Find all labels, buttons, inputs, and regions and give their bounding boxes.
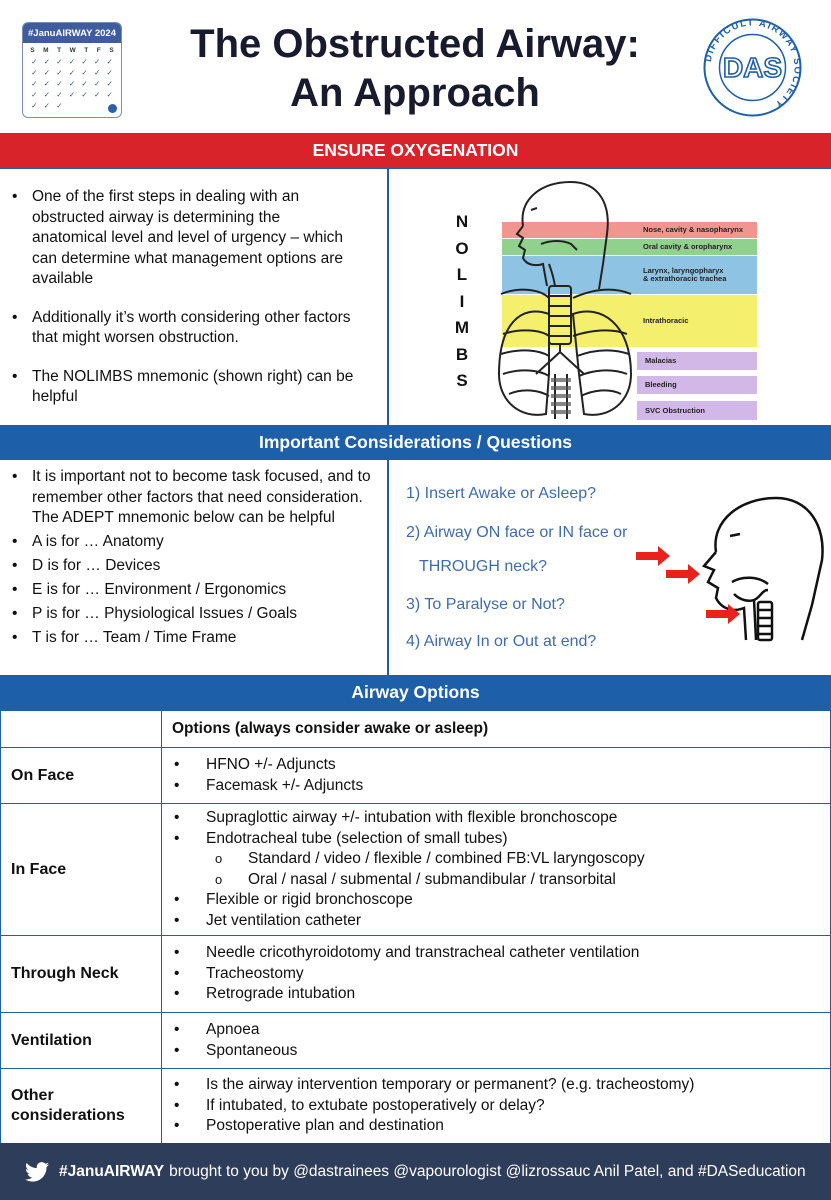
list-item: • Spontaneous [172,1041,822,1062]
row-label-ventilation: Ventilation [1,1013,162,1069]
question-2-continued: THROUGH neck? [419,558,548,575]
calendar-check-icon: ✓ [31,79,38,88]
nolimbs-letter: O [455,238,469,258]
question-1: 1) Insert Awake or Asleep? [406,485,597,502]
calendar-check-icon: ✓ [56,90,63,99]
list-item: • Apnoea [172,1020,822,1041]
calendar-check-icon: ✓ [93,79,101,88]
table-row [1,936,831,1013]
header [0,0,831,133]
questions-panel [391,460,831,675]
options-list [172,943,822,1005]
calendar-check-icon: ✓ [93,57,101,66]
calendar-day: S [30,47,35,54]
calendar-header [23,23,121,43]
nolimbs-band-larynx: Larynx, laryngopharyx & extrathoracic trachea [502,256,757,294]
list-item: • Additionally it’s worth considering other factors that might worsen obstruction. [10,308,359,349]
airway-options-banner: Airway Options [0,675,831,710]
calendar-check-icon: ✓ [68,90,76,99]
calendar-check-icon: ✓ [93,90,101,99]
nolimbs-letter: B [455,344,469,364]
oxygenation-bullets [10,187,359,408]
calendar-check-icon: ✓ [43,79,50,88]
table-row [1,1069,831,1144]
row-options [162,804,831,936]
calendar-check-icon: ✓ [43,68,50,77]
calendar-check-icon: ✓ [68,57,76,66]
anatomy-head-lungs-illustration [481,174,651,424]
table-row [1,748,831,804]
calendar-day: T [84,47,89,54]
options-list [172,808,822,931]
nolimbs-band-malacias: Malacias [637,352,757,370]
calendar-check-icon: ✓ [81,79,88,88]
list-item: • Retrograde intubation [172,984,822,1005]
list-item: • One of the first steps in dealing with an obstructed airway is determining the anatomical level and level of urgency – which can determine what management options are available [10,187,359,290]
list-item: • T is for … Team / Time Frame [10,628,377,649]
nolimbs-letters [452,209,472,395]
calendar-check-icon: ✓ [43,57,50,66]
list-item: • The NOLIMBS mnemonic (shown right) can be helpful [10,367,359,408]
das-acronym: DAS [722,52,783,83]
calendar-logo-icon [108,104,117,113]
list-item: • Is the airway intervention temporary or permanent? (e.g. tracheostomy) [172,1075,822,1096]
calendar-tag: #JanuAIRWAY [28,27,93,39]
calendar-check-icon: ✓ [31,101,38,110]
nolimbs-band-svc: SVC Obstruction [637,401,757,420]
calendar-check-icon: ✓ [31,68,38,77]
list-item: • Postoperative plan and destination [172,1116,822,1137]
footer-hashtag: #JanuAIRWAY [59,1162,165,1180]
footer-credits: brought to you by @dastrainees @vapourologist @lizrossauc Anil Patel, and #DASeducation [169,1162,806,1180]
options-list [172,1075,822,1137]
oxygenation-text [0,169,389,426]
adept-list [10,467,377,649]
title-line-2: An Approach [290,71,540,115]
calendar-check-icon: ✓ [81,68,88,77]
nolimbs-band-intrathoracic: Intrathoracic [502,295,757,347]
column-header: Options (always consider awake or asleep) [162,711,831,748]
calendar-check-grid [23,55,121,112]
list-item: • A is for … Anatomy [10,532,377,553]
nolimbs-letter: I [459,291,465,311]
list-item: • D is for … Devices [10,556,377,577]
oxygenation-section [0,168,831,425]
calendar-check-icon: ✓ [106,79,113,88]
list-item: • E is for … Environment / Ergonomics [10,580,377,601]
table-row [1,804,831,936]
row-label-in-face: In Face [1,804,162,936]
nolimbs-diagram [391,169,831,426]
nolimbs-letter: L [456,265,468,284]
calendar-check-icon: ✓ [43,90,50,99]
twitter-bird-icon [25,1162,49,1182]
calendar-check-icon: ✓ [31,90,38,99]
list-item: • Jet ventilation catheter [172,911,822,932]
calendar-check-icon: ✓ [68,68,76,77]
calendar-year: 2024 [94,27,116,39]
calendar-weekdays [23,43,121,55]
list-item: • Supraglottic airway +/- intubation with flexible bronchoscope [172,808,822,829]
list-item: • HFNO +/- Adjuncts [172,755,822,776]
row-options [162,1069,831,1144]
nolimbs-band-bleeding: Bleeding [637,376,757,394]
calendar-icon [22,22,122,118]
sub-list-item: o Oral / nasal / submental / submandibular / transorbital [172,870,822,891]
footer [0,1143,831,1200]
calendar-check-icon: ✓ [43,101,50,110]
sub-list-item: o Standard / video / flexible / combined FB:VL laryngoscopy [172,849,822,870]
row-label-other-considerations: Other considerations [1,1069,162,1144]
das-logo [700,15,805,120]
calendar-check-icon: ✓ [81,57,88,66]
list-item: • Tracheostomy [172,964,822,985]
calendar-day: M [43,47,49,54]
calendar-check-icon: ✓ [106,57,113,66]
calendar-day: T [57,47,62,54]
list-item: • Endotracheal tube (selection of small tubes) [172,829,822,850]
header-empty-cell [1,711,162,748]
nolimbs-letter: M [454,318,470,337]
row-options [162,748,831,804]
calendar-check-icon: ✓ [68,79,76,88]
list-item: • Flexible or rigid bronchoscope [172,890,822,911]
list-item: • It is important not to become task focused, and to remember other factors that need consideration. The ADEPT mnemonic below can be helpful [10,467,377,529]
row-label-through-neck: Through Neck [1,936,162,1013]
nolimbs-band-oral: Oral cavity & oropharynx [502,239,757,255]
list-item: • Facemask +/- Adjuncts [172,776,822,797]
calendar-day: S [109,47,114,54]
list-item: • Needle cricothyroidotomy and transtracheal catheter ventilation [172,943,822,964]
calendar-check-icon: ✓ [56,68,63,77]
list-item: • If intubated, to extubate postoperatively or delay? [172,1096,822,1117]
options-list [172,755,822,796]
nolimbs-band-nose: Nose, cavity & nasopharynx [502,222,757,238]
adept-text [0,460,389,675]
calendar-check-icon [91,101,104,110]
calendar-check-icon [78,101,91,110]
calendar-check-icon: ✓ [31,57,38,66]
calendar-check-icon: ✓ [81,90,88,99]
nolimbs-letter: N [455,212,469,231]
page-title [150,20,680,118]
airway-head-illustration [636,490,831,650]
ensure-oxygenation-banner: ENSURE OXYGENATION [0,133,831,168]
list-item: • P is for … Physiological Issues / Goals [10,604,377,625]
row-label-on-face: On Face [1,748,162,804]
airway-options-table [0,710,831,1144]
considerations-section [0,460,831,675]
row-options [162,1013,831,1069]
calendar-day: W [69,47,76,54]
title-line-1: The Obstructed Airway: [190,22,640,66]
table-row [1,1013,831,1069]
considerations-banner: Important Considerations / Questions [0,425,831,460]
question-2: 2) Airway ON face or IN face or [406,524,628,541]
nolimbs-letter: S [456,371,468,390]
calendar-check-icon [66,101,79,110]
question-4: 4) Airway In or Out at end? [406,633,597,650]
table-header-row [1,711,831,748]
question-3: 3) To Paralyse or Not? [406,596,565,613]
calendar-day: F [96,47,101,54]
calendar-check-icon: ✓ [56,79,63,88]
das-ring-text: DIFFICULT AIRWAY SOCIETY [702,17,803,111]
calendar-check-icon: ✓ [106,68,113,77]
calendar-check-icon: ✓ [106,90,113,99]
calendar-check-icon: ✓ [93,68,101,77]
calendar-check-icon: ✓ [56,57,63,66]
options-list [172,1020,822,1061]
calendar-check-icon: ✓ [56,101,63,110]
row-options [162,936,831,1013]
